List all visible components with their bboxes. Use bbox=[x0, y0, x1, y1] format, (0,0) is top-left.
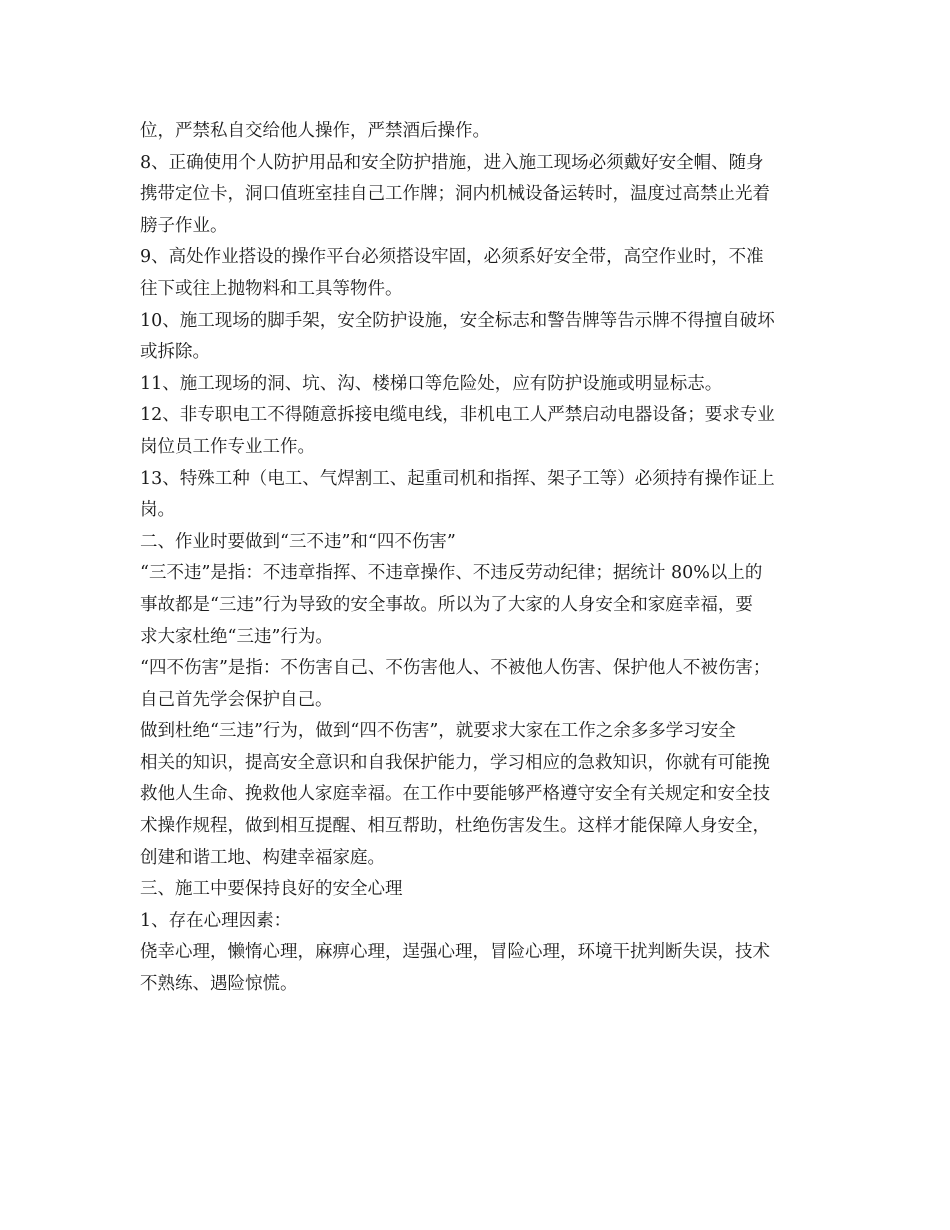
text-line: 侥幸心理，懒惰心理，麻痹心理，逞强心理，冒险心理，环境干扰判断失误，技术 bbox=[140, 942, 770, 963]
section-heading: 二、作业时要做到“三不违”和“四不伤害” bbox=[140, 531, 456, 552]
text-line: 13、特殊工种（电工、气焊割工、起重司机和指挥、架子工等）必须持有操作证上 bbox=[140, 468, 775, 489]
document-body bbox=[140, 116, 830, 1001]
text-line: 8、正确使用个人防护用品和安全防护措施，进入施工现场必须戴好安全帽、随身 bbox=[140, 152, 764, 173]
text-line: 做到杜绝“三违”行为，做到“四不伤害”，就要求大家在工作之余多多学习安全 bbox=[140, 721, 736, 742]
text-line: 不熟练、遇险惊慌。 bbox=[140, 974, 298, 995]
text-line: 携带定位卡，洞口值班室挂自己工作牌；洞内机械设备运转时，温度过高禁止光着 bbox=[140, 184, 770, 205]
text-line: 11、施工现场的洞、坑、沟、楼梯口等危险处，应有防护设施或明显标志。 bbox=[140, 373, 723, 394]
text-line: 创建和谐工地、构建幸福家庭。 bbox=[140, 847, 385, 868]
section-heading: 三、施工中要保持良好的安全心理 bbox=[140, 879, 403, 900]
text-line: 求大家杜绝“三违”行为。 bbox=[140, 626, 333, 647]
text-line: 术操作规程，做到相互提醒、相互帮助，杜绝伤害发生。这样才能保障人身安全， bbox=[140, 816, 770, 837]
text-line: “三不违”是指：不违章指挥、不违章操作、不违反劳动纪律；据统计 80%以上的 bbox=[140, 563, 763, 584]
text-line: 岗位员工作专业工作。 bbox=[140, 436, 315, 457]
text-line: 9、高处作业搭设的操作平台必须搭设牢固，必须系好安全带，高空作业时，不准 bbox=[140, 247, 764, 268]
text-line: 往下或往上抛物料和工具等物件。 bbox=[140, 278, 403, 299]
text-line: 救他人生命、挽救他人家庭幸福。在工作中要能够严格遵守安全有关规定和安全技 bbox=[140, 784, 770, 805]
text-line: 10、施工现场的脚手架，安全防护设施，安全标志和警告牌等告示牌不得擅自破坏 bbox=[140, 310, 775, 331]
text-line: 或拆除。 bbox=[140, 342, 210, 363]
text-line: 自己首先学会保护自己。 bbox=[140, 689, 333, 710]
text-line: 事故都是“三违”行为导致的安全事故。所以为了大家的人身安全和家庭幸福，要 bbox=[140, 594, 753, 615]
subsection-heading: 1、存在心理因素： bbox=[140, 910, 292, 931]
text-line: 12、非专职电工不得随意拆接电缆电线，非机电工人严禁启动电器设备；要求专业 bbox=[140, 405, 775, 426]
text-line: 位，严禁私自交给他人操作，严禁酒后操作。 bbox=[140, 121, 490, 141]
text-line: “四不伤害”是指：不伤害自己、不伤害他人、不被他人伤害、保护他人不被伤害； bbox=[140, 658, 771, 679]
text-line: 膀子作业。 bbox=[140, 215, 228, 236]
text-line: 相关的知识，提高安全意识和自我保护能力，学习相应的急救知识，你就有可能挽 bbox=[140, 752, 770, 773]
text-line: 岗。 bbox=[140, 500, 175, 521]
